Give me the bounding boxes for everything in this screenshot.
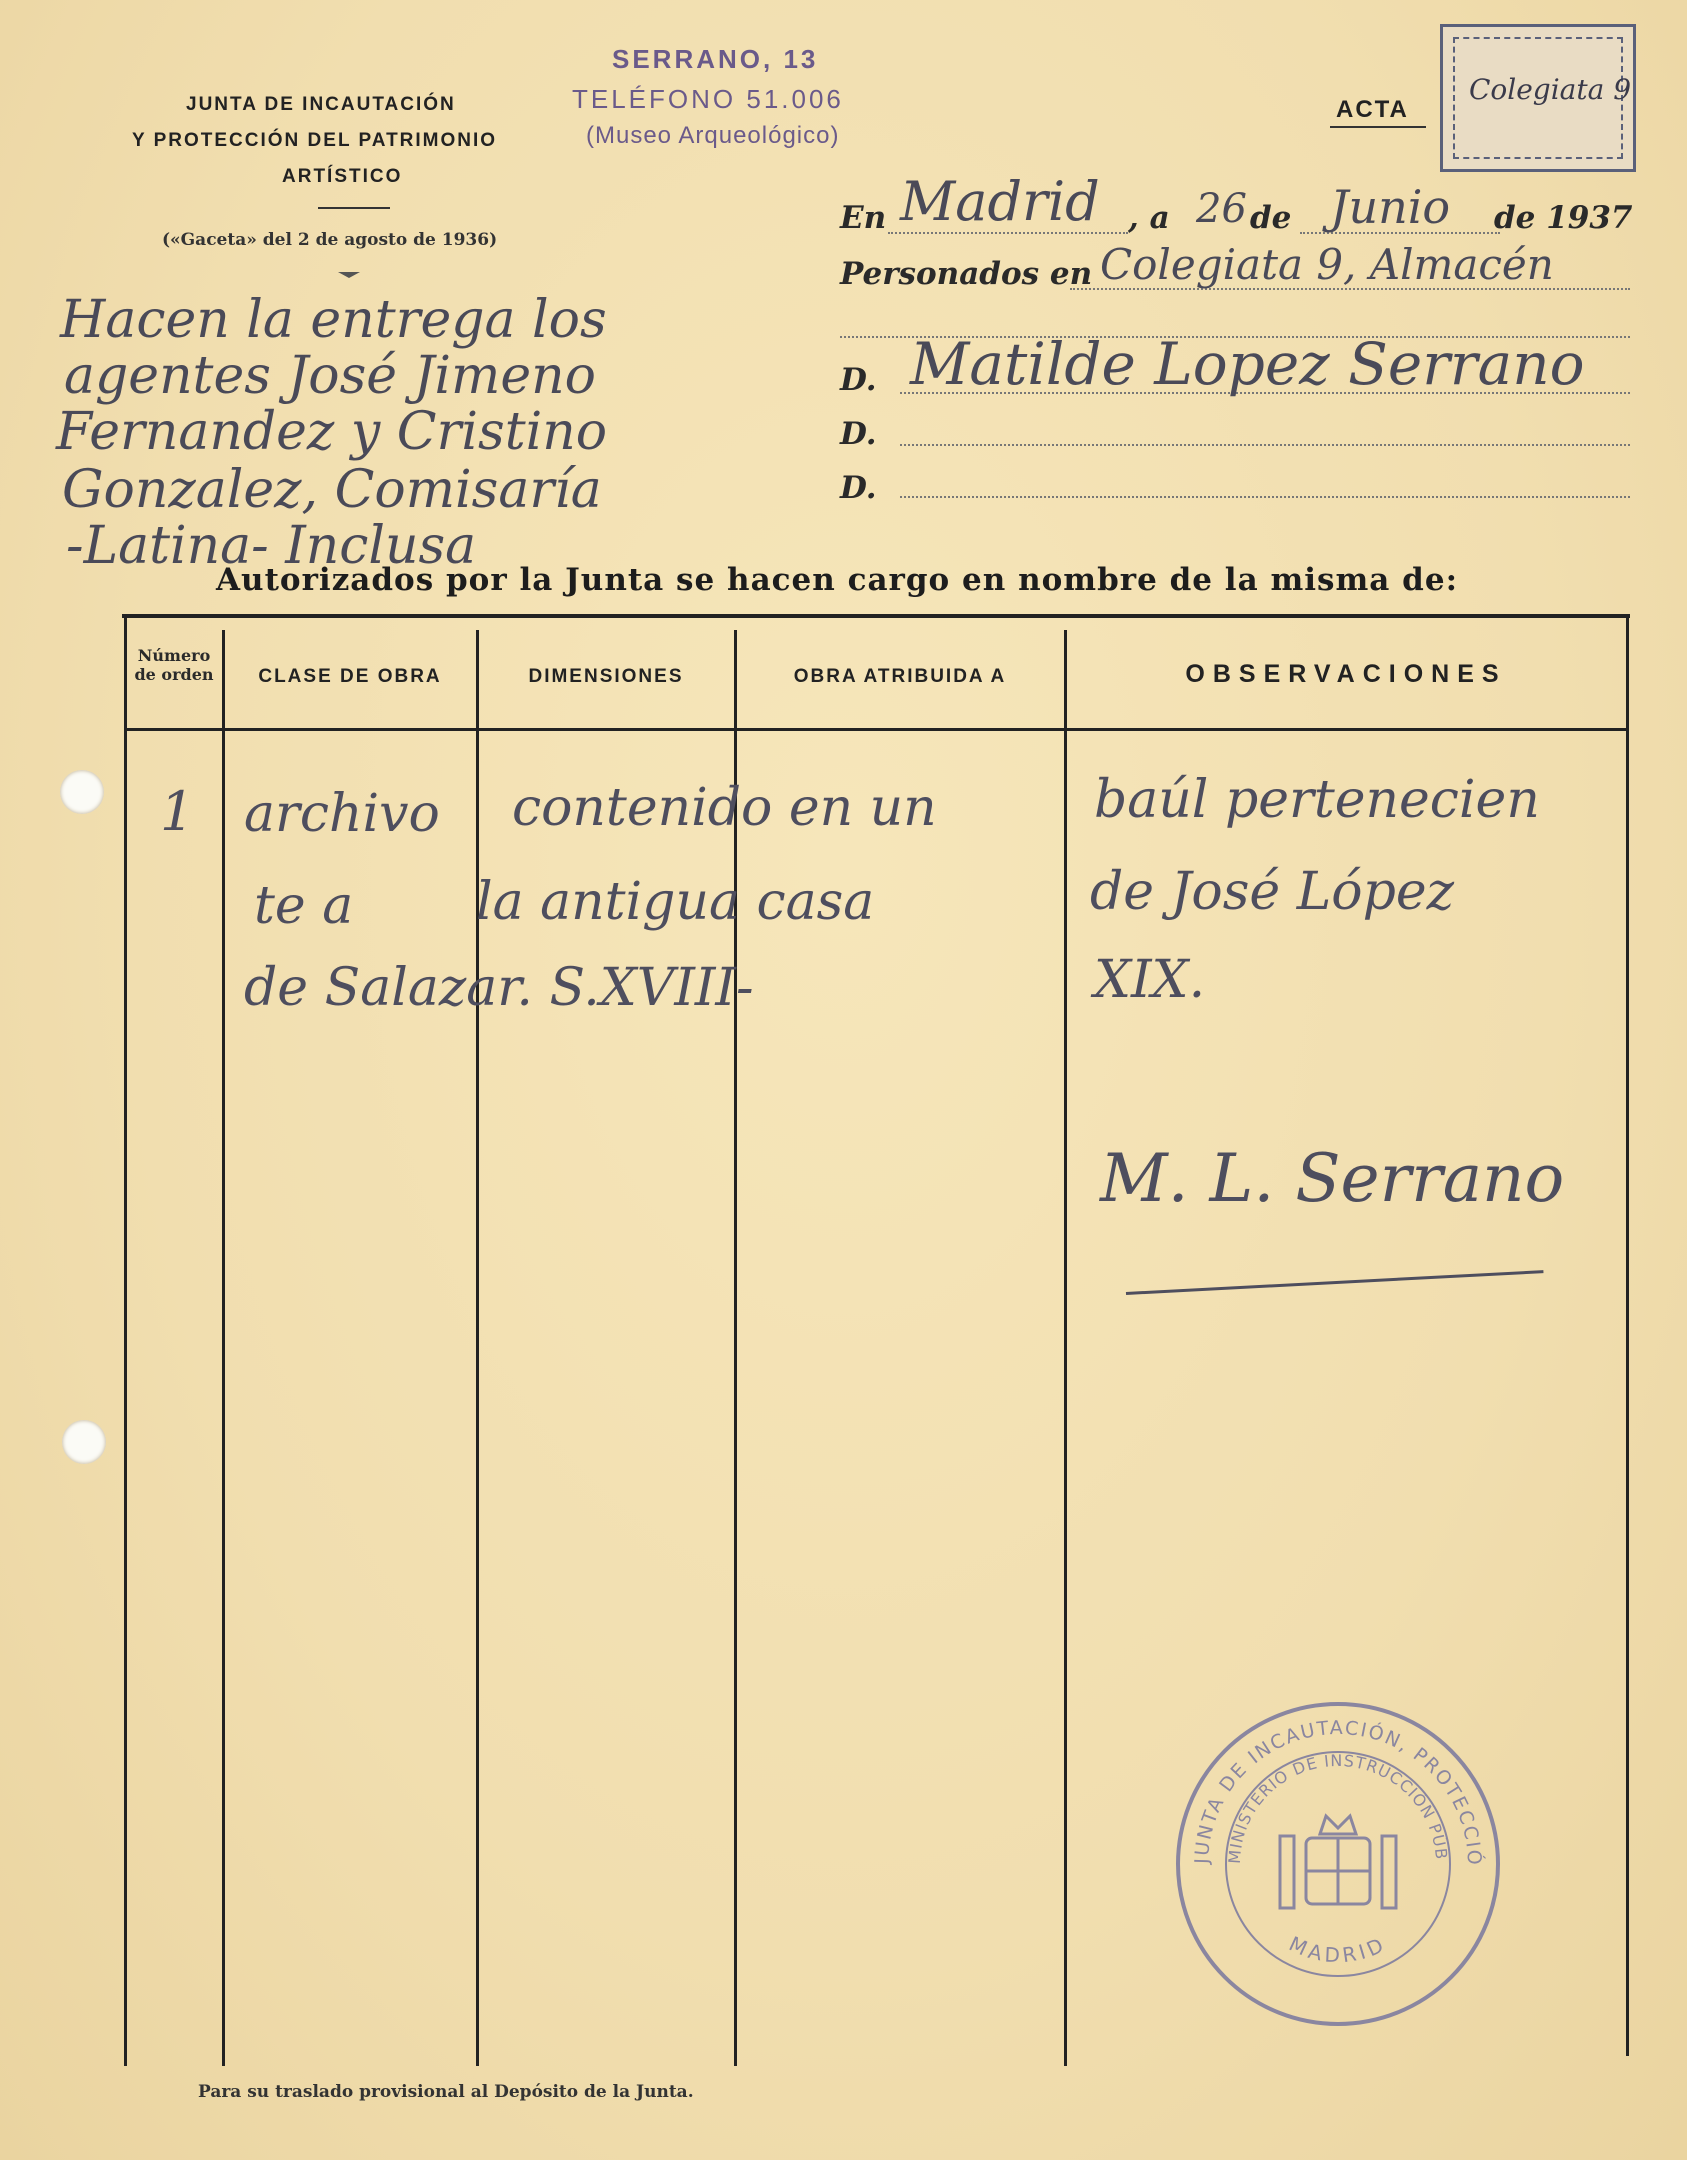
col-divider-1	[222, 630, 225, 2066]
entry-line-3-a: de Salazar. S.XVIII-	[244, 958, 754, 1018]
header-obra-atribuida: OBRA ATRIBUIDA A	[793, 666, 1007, 687]
entry-line-1-a: archivo	[244, 784, 440, 844]
d1-label: D.	[840, 362, 877, 398]
org-line-2: Y PROTECCIÓN DEL PATRIMONIO	[132, 130, 498, 151]
entry-line-1-c: baúl pertenecien	[1094, 770, 1540, 830]
stamp-handwriting: Colegiata 9	[1469, 73, 1632, 106]
place-value: Madrid	[900, 170, 1100, 233]
table-right-border	[1626, 616, 1629, 2056]
entry-line-1-b: contenido en un	[512, 778, 937, 838]
org-line-1: JUNTA DE INCAUTACIÓN	[186, 94, 456, 115]
table-top-border	[122, 614, 1630, 618]
header-order-number: Número de orden	[134, 646, 214, 684]
address: SERRANO, 13	[612, 44, 819, 74]
footer-note: Para su traslado provisional al Depósito de la Junta.	[198, 2082, 694, 2102]
header-clase-de-obra: CLASE DE OBRA	[258, 666, 442, 687]
entry-line-3-b: XIX.	[1094, 950, 1206, 1010]
table-header-bottom	[126, 728, 1626, 731]
note-line: -Latina- Inclusa	[66, 516, 477, 576]
phone: TELÉFONO 51.006	[572, 84, 844, 114]
seal-outer-text: JUNTA DE INCAUTACIÓN, PROTECCIÓ	[1190, 1716, 1486, 1868]
authorized-line: Autorizados por la Junta se hacen cargo en nombre de la misma de:	[216, 562, 1459, 598]
row-number: 1	[160, 780, 195, 843]
seal-graphic	[1170, 1696, 1506, 2032]
month-value: Junio	[1330, 180, 1451, 234]
de-label: de	[1250, 200, 1292, 236]
note-line: Fernandez y Cristino	[56, 402, 608, 462]
note-line: agentes José Jimeno	[64, 346, 596, 406]
signature: M. L. Serrano	[1100, 1140, 1565, 1217]
year-label: de 1937	[1494, 200, 1633, 236]
punch-hole-top	[60, 770, 104, 814]
header-ornament	[338, 272, 360, 278]
a-label: , a	[1128, 200, 1170, 236]
header-observaciones: OBSERVACIONES	[1185, 660, 1507, 688]
d2-label: D.	[840, 416, 877, 452]
col-divider-3	[734, 630, 737, 2066]
punch-hole-bottom	[62, 1420, 106, 1464]
acta-label: ACTA	[1336, 96, 1409, 123]
museum: (Museo Arqueológico)	[586, 122, 840, 149]
note-line: Gonzalez, Comisaría	[62, 460, 602, 520]
gaceta-reference: («Gaceta» del 2 de agosto de 1936)	[162, 230, 498, 250]
personados-label: Personados en	[840, 256, 1093, 292]
day-value: 26	[1196, 186, 1247, 232]
table-left-border	[124, 616, 127, 2066]
d3-label: D.	[840, 470, 877, 506]
d3-dots	[900, 496, 1630, 498]
seal-bottom-text: MADRID	[1285, 1931, 1391, 1968]
note-line: Hacen la entrega los	[60, 290, 607, 350]
entry-line-2-a: te a	[254, 876, 354, 936]
coat-of-arms-icon	[1280, 1816, 1396, 1908]
signature-underline	[1126, 1270, 1544, 1295]
entry-line-2-c: de José López	[1090, 862, 1455, 922]
entry-line-2-b: la antigua casa	[476, 872, 875, 932]
org-line-3: ARTÍSTICO	[282, 166, 403, 187]
official-seal	[1170, 1696, 1506, 2032]
en-label: En	[840, 200, 887, 236]
col-divider-4	[1064, 630, 1067, 2066]
seal-inner-text: MINISTERIO DE INSTRUCCIÓN PÚB	[1224, 1750, 1452, 1865]
d2-dots	[900, 444, 1630, 446]
acta-underline	[1330, 126, 1426, 128]
svg-text:MADRID	[1285, 1931, 1390, 1967]
header-dimensiones: DIMENSIONES	[528, 666, 684, 687]
col-divider-2	[476, 630, 479, 2066]
revenue-stamp	[1440, 24, 1636, 172]
d1-value: Matilde Lopez Serrano	[910, 330, 1585, 398]
header-rule	[318, 207, 390, 209]
personados-value: Colegiata 9, Almacén	[1100, 240, 1554, 289]
